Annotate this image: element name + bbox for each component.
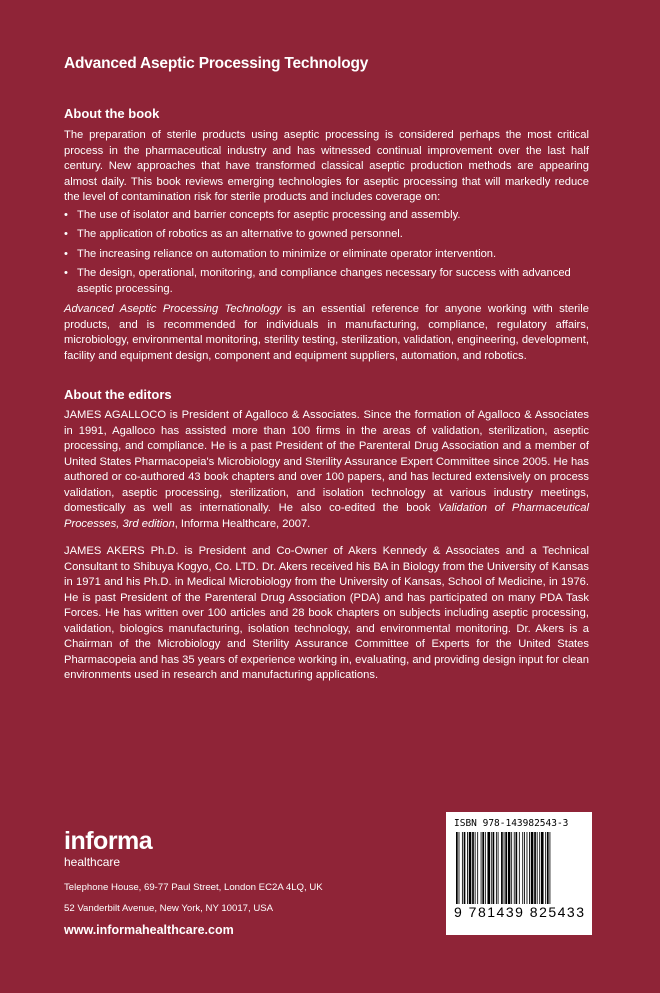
barcode-bar — [464, 832, 466, 904]
barcode-bar — [547, 832, 549, 904]
list-item: • The design, operational, monitoring, and compliance changes necessary for success with advanced aseptic processing. — [64, 266, 589, 297]
barcode-bars — [454, 832, 584, 904]
coverage-list — [64, 208, 589, 298]
about-editors-section — [64, 408, 589, 684]
barcode-bar — [541, 832, 544, 904]
about-book-section — [64, 128, 589, 364]
barcode-bar — [531, 832, 534, 904]
book-title: Advanced Aseptic Processing Technology — [64, 55, 369, 72]
list-item: • The use of isolator and barrier concepts for aseptic processing and assembly. — [64, 208, 589, 224]
list-item: • The increasing reliance on automation to minimize or eliminate operator intervention. — [64, 247, 589, 263]
barcode-bar — [487, 832, 490, 904]
address-uk: Telephone House, 69-77 Paul Street, London EC2A 4LQ, UK — [64, 882, 323, 893]
about-book-intro: The preparation of sterile products using aseptic processing is considered perhaps the most critical process in the pharmaceutical industry and has witnessed continual improvement over the last half century. New approaches that have transformed classical aseptic production methods are appearing almost daily. This book reviews emerging technologies for aseptic processing that will markedly reduce the level of contamination risk for sterile products and includes coverage on: — [64, 129, 589, 203]
barcode-bar — [469, 832, 472, 904]
barcode-bar — [475, 832, 476, 904]
barcode-bar — [505, 832, 507, 904]
akers-bio: JAMES AKERS Ph.D. is President and Co-Owner of Akers Kennedy & Associates and a Technical Consultant to Shibuya Kogyo, Co. LTD. Dr. Akers received his BA in Biology from the University of Kansas in 1971 and his Ph.D. in Medical Microbiology from the University of Kansas, School of Medicine, in 1976. He is past President of the Parenteral Drug Association (PDA) and has participated on many PDA Task Forces. He has written over 100 articles and 28 book chapters on subjects including aseptic processing, validation, biologics manufacturing, isolation technology, and environmental monitoring. Dr. Akers is a Chairman of the Microbiology and Sterility Assurance Committee of Experts for the United States Pharmacopeia and has 35 years of experience working in, evaluating, and providing design input for clean environments used in research and manufacturing applications. — [64, 545, 589, 681]
barcode-bar — [496, 832, 497, 904]
about-book-heading: About the book — [64, 106, 160, 121]
barcode-bar — [511, 832, 512, 904]
list-item: • The application of robotics as an alternative to gowned personnel. — [64, 227, 589, 243]
closing-title-italic: Advanced Aseptic Processing Technology — [64, 303, 282, 315]
closing-text: is an essential reference for anyone working with sterile products, and is recommended for individuals in manufacturing, compliance, regulatory affairs, microbiology, environmental monitoring, sterility testing, sterilization, validation, engineering, development, facility and equipment design, component and equipment suppliers, automation, and robotics. — [64, 303, 589, 362]
informa-healthcare-logo — [64, 828, 152, 869]
barcode-bar — [462, 832, 463, 904]
barcode-bar — [477, 832, 478, 904]
barcode-bar — [498, 832, 499, 904]
agalloco-bio — [64, 408, 589, 532]
agalloco-book-title: Validation of Pharmaceutical Processes, 3rd edition — [64, 502, 589, 530]
barcode-bar — [550, 832, 551, 904]
barcode-bar — [516, 832, 518, 904]
barcode-bar — [539, 832, 540, 904]
barcode-bar — [472, 832, 474, 904]
publisher-website: www.informahealthcare.com — [64, 923, 234, 937]
agalloco-bio-end: , Informa Healthcare, 2007. — [174, 517, 311, 530]
about-editors-heading: About the editors — [64, 387, 172, 402]
barcode-bar — [467, 832, 468, 904]
barcode-bar — [527, 832, 528, 904]
about-book-closing — [64, 302, 589, 364]
barcode-bar — [504, 832, 505, 904]
barcode-bar — [545, 832, 546, 904]
isbn-barcode — [446, 812, 592, 935]
barcode-bar — [482, 832, 484, 904]
barcode-bar — [491, 832, 492, 904]
barcode-bar — [524, 832, 525, 904]
barcode-bar — [519, 832, 520, 904]
address-us: 52 Vanderbilt Avenue, New York, NY 10017, USA — [64, 903, 274, 914]
barcode-bar — [529, 832, 530, 904]
agalloco-bio-text: JAMES AGALLOCO is President of Agalloco & Associates. Since the formation of Agalloco & Associates in 1991, Agalloco has assisted more than 100 firms in the areas of validation, sterilization, aseptic processing, and compliance. He is a past President of the Parenteral Drug Association and a member of United States Pharmacopeia's Microbiology and Sterility Assurance Expert Committee since 2005. He has authored or co-authored 43 book chapters and over 100 papers, and has lectured extensively on process validation, aseptic processing, sterilization, and isolation technology at various industry meetings, domestically as well as internationally. He also co-edited the book — [64, 409, 589, 514]
barcode-bar — [522, 832, 523, 904]
barcode-bar — [501, 832, 503, 904]
logo-wordmark: informa — [64, 827, 153, 855]
barcode-bar — [456, 832, 458, 904]
barcode-bar — [485, 832, 486, 904]
ean-digits: 9 781439 825433 — [454, 904, 586, 920]
barcode-bar — [514, 832, 515, 904]
logo-subtitle: healthcare — [64, 855, 121, 869]
isbn-label: ISBN 978-143982543-3 — [454, 818, 569, 829]
barcode-bar — [493, 832, 495, 904]
barcode-bar — [481, 832, 482, 904]
barcode-bar — [537, 832, 538, 904]
barcode-bar — [534, 832, 536, 904]
barcode-bar — [459, 832, 460, 904]
barcode-bar — [508, 832, 511, 904]
